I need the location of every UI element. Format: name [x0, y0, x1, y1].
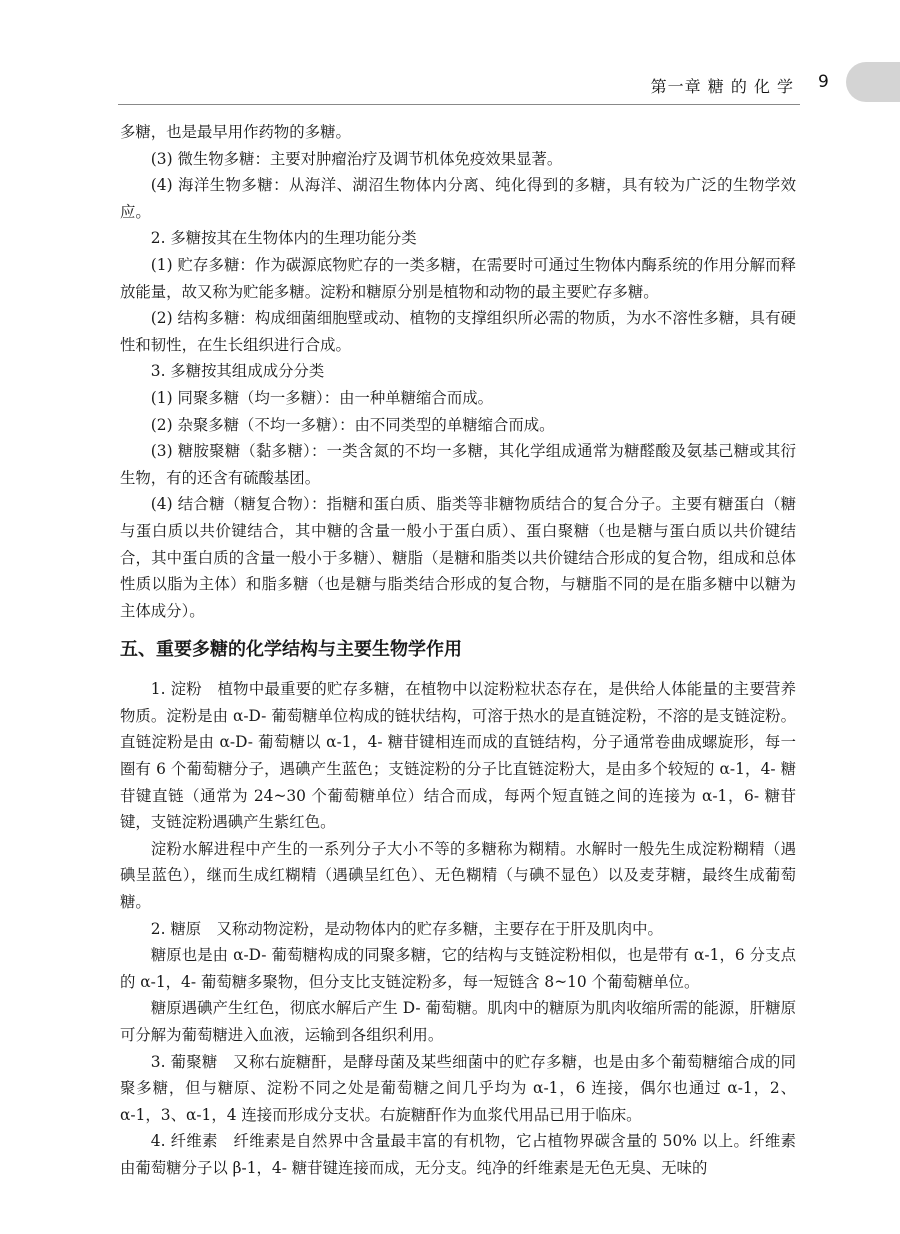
paragraph-homopolysaccharide: (1) 同聚多糖（均一多糖）：由一种单糖缩合而成。	[150, 388, 493, 407]
paragraph-storage-polysaccharide: (1) 贮存多糖：作为碳源底物贮存的一类多糖，在需要时可通过生物体内酶系统的作用分解而释放能量，故又称为贮能多糖。淀粉和糖原分别是植物和动物的最主要贮存多糖。	[120, 255, 796, 301]
paragraph-structural-polysaccharide: (2) 结构多糖：构成细菌细胞壁或动、植物的支撑组织所必需的物质，为水不溶性多糖，具有硬性和韧性，在生长组织进行合成。	[120, 309, 796, 354]
paragraph-glycogen-function: 糖原遇碘产生红色，彻底水解后产生 D- 葡萄糖。肌肉中的糖原为肌肉收缩所需的能源，肝糖原可分解为葡萄糖进入血液，运输到各组织利用。	[120, 999, 796, 1044]
paragraph-glycoconjugate: (4) 结合糖（糖复合物）：指糖和蛋白质、脂类等非糖物质结合的复合分子。主要有糖蛋白（糖与蛋白质以共价键结合，其中糖的含量一般小于蛋白质）、蛋白聚糖（也是糖与蛋白质以共价键结合，其中蛋白质的含量一般小于多糖）、糖脂（是糖和脂类以共价键结合形成的复合物，组成和总体性质以脂为主体）和脂多糖（也是糖与脂类结合形成的复合物，与糖脂不同的是在脂多糖中以糖为主体成分）。	[120, 495, 796, 620]
page-number: 9	[818, 72, 829, 92]
paragraph-starch: 1. 淀粉 植物中最重要的贮存多糖，在植物中以淀粉粒状态存在，是供给人体能量的主要营养物质。淀粉是由 α-D- 葡萄糖单位构成的链状结构，可溶于热水的是直链淀粉，不溶的是支链淀粉。直链淀粉是由 α-D- 葡萄糖以 α-1，4- 糖苷键相连而成的直链结构，分子通常卷曲成螺旋形，每一圈有 6 个葡萄糖分子，遇碘产生蓝色；支链淀粉的分子比直链淀粉大，是由多个较短的 α-1，4- 糖苷键直链（通常为 24~30 个葡萄糖单位）结合而成，每两个短直链之间的连接为 α-1，6- 糖苷键，支链淀粉遇碘产生紫红色。	[120, 680, 796, 832]
header-rule	[118, 104, 800, 105]
paragraph-cellulose: 4. 纤维素 纤维素是自然界中含量最丰富的有机物，它占植物界碳含量的 50% 以上。纤维素由葡萄糖分子以 β-1，4- 糖苷键连接而成，无分支。纯净的纤维素是无色无臭、无味的	[120, 1132, 796, 1177]
paragraph-marine-polysaccharide: (4) 海洋生物多糖：从海洋、湖沼生物体内分离、纯化得到的多糖，具有较为广泛的生物学效应。	[120, 176, 796, 221]
page-body	[120, 119, 796, 1182]
section-heading: 五、重要多糖的化学结构与主要生物学作用	[120, 639, 462, 661]
page-header	[0, 0, 900, 110]
paragraph-dextrin: 淀粉水解进程中产生的一系列分子大小不等的多糖称为糊精。水解时一般先生成淀粉糊精（遇碘呈蓝色），继而生成红糊精（遇碘呈红色）、无色糊精（与碘不显色）以及麦芽糖，最终生成葡萄糖。	[120, 839, 796, 912]
paragraph-glycogen-structure: 糖原也是由 α-D- 葡萄糖构成的同聚多糖，它的结构与支链淀粉相似，也是带有 α-1，6 分支点的 α-1，4- 葡萄糖多聚物，但分支比支链淀粉多，每一短链含 8~10 个葡萄糖单位。	[120, 946, 796, 991]
paragraph-heteropolysaccharide: (2) 杂聚多糖（不均一多糖）：由不同类型的单糖缩合而成。	[150, 415, 555, 434]
paragraph-glycogen-intro: 2. 糖原 又称动物淀粉，是动物体内的贮存多糖，主要存在于肝及肌肉中。	[150, 919, 663, 938]
paragraph-continuation: 多糖，也是最早用作药物的多糖。	[120, 123, 351, 141]
subheading-function-classification: 2. 多糖按其在生物体内的生理功能分类	[150, 229, 417, 248]
paragraph-dextran: 3. 葡聚糖 又称右旋糖酐，是酵母菌及某些细菌中的贮存多糖，也是由多个葡萄糖缩合成的同聚多糖，但与糖原、淀粉不同之处是葡萄糖之间几乎均为 α-1，6 连接，偶尔也通过 α-1，2、α-1，3、α-1，4 连接而形成分支状。右旋糖酐作为血浆代用品已用于临床。	[120, 1052, 796, 1124]
paragraph-microbial-polysaccharide: (3) 微生物多糖：主要对肿瘤治疗及调节机体免疫效果显著。	[150, 149, 563, 168]
chapter-thumb-tab	[846, 62, 900, 102]
subheading-composition-classification: 3. 多糖按其组成成分分类	[150, 362, 325, 381]
running-head: 第一章 糖 的 化 学	[650, 77, 794, 96]
paragraph-glycosaminoglycan: (3) 糖胺聚糖（黏多糖）：一类含氮的不均一多糖，其化学组成通常为糖醛酸及氨基己糖或其衍生物，有的还含有硫酸基团。	[120, 442, 796, 487]
